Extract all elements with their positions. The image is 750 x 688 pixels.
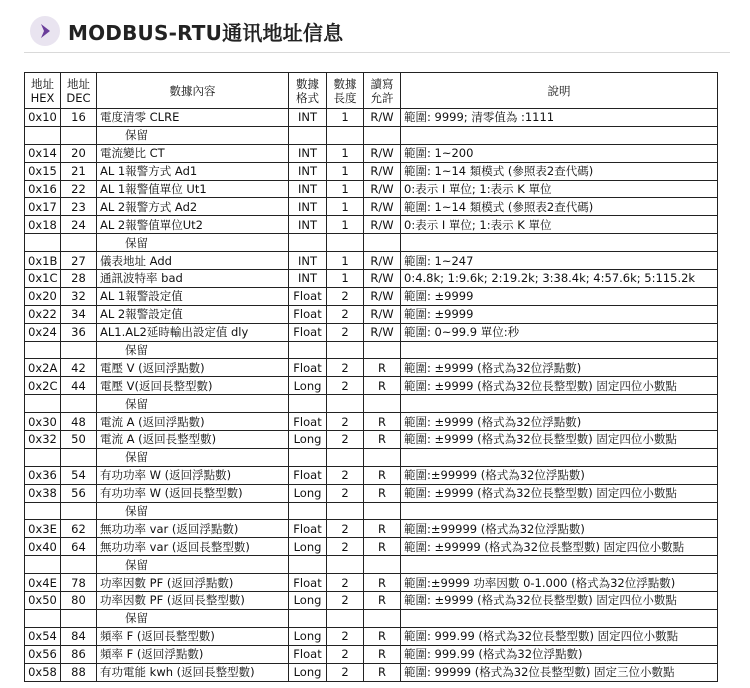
cell-hex: 0x15 <box>25 162 61 180</box>
reserved-row <box>25 234 718 252</box>
cell-format: Float <box>289 466 327 484</box>
header-content: 數據內容 <box>97 73 289 109</box>
cell-format: Long <box>289 592 327 610</box>
cell-dec <box>61 395 97 413</box>
cell-content: 保留 <box>97 126 289 144</box>
cell-content: 電度清零 CLRE <box>97 109 289 127</box>
cell-hex: 0x4E <box>25 574 61 592</box>
cell-hex <box>25 609 61 627</box>
cell-description: 範圍: ±9999 <box>401 305 718 323</box>
cell-content: 保留 <box>97 502 289 520</box>
cell-dec: 56 <box>61 484 97 502</box>
cell-content: 無功功率 var (返回長整型數) <box>97 538 289 556</box>
cell-hex: 0x38 <box>25 484 61 502</box>
table-row <box>25 162 718 180</box>
header-description: 說明 <box>401 73 718 109</box>
cell-content: 功率因數 PF (返回長整型數) <box>97 592 289 610</box>
cell-rw: R/W <box>364 252 401 270</box>
cell-content: 無功功率 var (返回浮點數) <box>97 520 289 538</box>
cell-description: 範圍: ±99999 (格式為32位長整型數) 固定四位小數點 <box>401 538 718 556</box>
reserved-row <box>25 448 718 466</box>
header-rw: 讀寫 允許 <box>364 73 401 109</box>
cell-hex: 0x3E <box>25 520 61 538</box>
cell-description: 範圍: 9999; 清零值為 :1111 <box>401 109 718 127</box>
cell-description: 範圍: 1~14 類模式 (參照表2查代碼) <box>401 162 718 180</box>
cell-hex <box>25 341 61 359</box>
cell-content: 保留 <box>97 395 289 413</box>
cell-content: 頻率 F (返回長整型數) <box>97 627 289 645</box>
cell-rw: R <box>364 592 401 610</box>
cell-hex: 0x2A <box>25 359 61 377</box>
cell-format: INT <box>289 162 327 180</box>
cell-length <box>327 395 364 413</box>
cell-format: INT <box>289 180 327 198</box>
cell-dec <box>61 448 97 466</box>
cell-description: 範圍:±9999 功率因數 0-1.000 (格式為32位浮點數) <box>401 574 718 592</box>
cell-description: 範圍: ±9999 (格式為32位長整型數) 固定四位小數點 <box>401 377 718 395</box>
table-row <box>25 645 718 663</box>
cell-content: 儀表地址 Add <box>97 252 289 270</box>
cell-content: 保留 <box>97 341 289 359</box>
cell-dec: 28 <box>61 270 97 288</box>
reserved-row <box>25 556 718 574</box>
cell-dec: 48 <box>61 413 97 431</box>
cell-format: Float <box>289 323 327 341</box>
cell-hex: 0x56 <box>25 645 61 663</box>
cell-description: 範圍: ±9999 (格式為32位浮點數) <box>401 413 718 431</box>
cell-format: Float <box>289 520 327 538</box>
cell-content: 有功功率 W (返回長整型數) <box>97 484 289 502</box>
cell-content: 有功電能 kwh (返回長整型數) <box>97 663 289 681</box>
cell-length: 2 <box>327 431 364 449</box>
page-title: MODBUS-RTU通讯地址信息 <box>68 20 344 45</box>
reserved-row <box>25 502 718 520</box>
cell-rw: R/W <box>364 109 401 127</box>
cell-dec: 62 <box>61 520 97 538</box>
cell-format: Long <box>289 663 327 681</box>
table-row <box>25 520 718 538</box>
cell-format: Long <box>289 377 327 395</box>
cell-format <box>289 448 327 466</box>
cell-rw: R <box>364 484 401 502</box>
cell-format: INT <box>289 216 327 234</box>
cell-rw <box>364 126 401 144</box>
cell-length: 1 <box>327 198 364 216</box>
cell-length: 2 <box>327 484 364 502</box>
cell-dec: 78 <box>61 574 97 592</box>
cell-description <box>401 395 718 413</box>
cell-format <box>289 609 327 627</box>
cell-description <box>401 234 718 252</box>
cell-format: INT <box>289 109 327 127</box>
table-row <box>25 663 718 681</box>
cell-hex: 0x30 <box>25 413 61 431</box>
reserved-row <box>25 395 718 413</box>
cell-content: AL1.AL2延時輸出設定值 dly <box>97 323 289 341</box>
cell-length: 2 <box>327 466 364 484</box>
cell-content: 頻率 F (返回浮點數) <box>97 645 289 663</box>
cell-length: 1 <box>327 109 364 127</box>
cell-content: AL 2報警值單位Ut2 <box>97 216 289 234</box>
cell-content: AL 2報警設定值 <box>97 305 289 323</box>
cell-dec <box>61 609 97 627</box>
cell-content: 保留 <box>97 556 289 574</box>
cell-rw: R <box>364 359 401 377</box>
table-row <box>25 198 718 216</box>
table-row <box>25 252 718 270</box>
reserved-row <box>25 609 718 627</box>
cell-dec: 21 <box>61 162 97 180</box>
cell-format <box>289 126 327 144</box>
table-row <box>25 359 718 377</box>
cell-description: 範圍: 1~14 類模式 (參照表2查代碼) <box>401 198 718 216</box>
cell-rw: R/W <box>364 323 401 341</box>
cell-hex <box>25 126 61 144</box>
cell-format <box>289 395 327 413</box>
cell-format: Long <box>289 627 327 645</box>
cell-length: 2 <box>327 645 364 663</box>
cell-length: 2 <box>327 305 364 323</box>
table-row <box>25 484 718 502</box>
cell-dec: 44 <box>61 377 97 395</box>
cell-rw <box>364 448 401 466</box>
cell-hex: 0x14 <box>25 144 61 162</box>
cell-rw: R <box>364 413 401 431</box>
cell-format: Float <box>289 287 327 305</box>
cell-hex <box>25 448 61 466</box>
cell-dec: 36 <box>61 323 97 341</box>
cell-length: 2 <box>327 323 364 341</box>
cell-length <box>327 448 364 466</box>
cell-dec: 24 <box>61 216 97 234</box>
cell-rw: R <box>364 538 401 556</box>
cell-description: 0:4.8k; 1:9.6k; 2:19.2k; 3:38.4k; 4:57.6k; 5:115.2k <box>401 270 718 288</box>
cell-length <box>327 609 364 627</box>
cell-description: 範圍: ±9999 (格式為32位長整型數) 固定四位小數點 <box>401 592 718 610</box>
table-row <box>25 305 718 323</box>
cell-format: INT <box>289 270 327 288</box>
cell-description: 範圍: 1~247 <box>401 252 718 270</box>
cell-description: 範圍: ±9999 (格式為32位浮點數) <box>401 359 718 377</box>
cell-description: 範圍: 99999 (格式為32位長整型數) 固定三位小數點 <box>401 663 718 681</box>
cell-format <box>289 234 327 252</box>
cell-content: AL 1報警值單位 Ut1 <box>97 180 289 198</box>
cell-format: Long <box>289 484 327 502</box>
cell-rw: R <box>364 431 401 449</box>
table-row <box>25 377 718 395</box>
cell-description <box>401 502 718 520</box>
cell-dec: 34 <box>61 305 97 323</box>
header-address-hex: 地址 HEX <box>25 73 61 109</box>
cell-dec <box>61 502 97 520</box>
table-row <box>25 287 718 305</box>
cell-content: AL 2報警方式 Ad2 <box>97 198 289 216</box>
cell-dec: 50 <box>61 431 97 449</box>
cell-description <box>401 556 718 574</box>
cell-description: 範圍:±99999 (格式為32位浮點數) <box>401 466 718 484</box>
table-row <box>25 466 718 484</box>
cell-dec: 22 <box>61 180 97 198</box>
cell-format: Float <box>289 413 327 431</box>
cell-length: 2 <box>327 663 364 681</box>
cell-dec: 16 <box>61 109 97 127</box>
table-row <box>25 109 718 127</box>
cell-content: 有功功率 W (返回浮點數) <box>97 466 289 484</box>
cell-hex: 0x36 <box>25 466 61 484</box>
cell-length: 2 <box>327 287 364 305</box>
cell-content: 保留 <box>97 234 289 252</box>
cell-length: 2 <box>327 538 364 556</box>
cell-content: AL 1報警設定值 <box>97 287 289 305</box>
cell-description: 範圍: ±9999 <box>401 287 718 305</box>
cell-description: 0:表示 I 單位; 1:表示 K 單位 <box>401 180 718 198</box>
page-header <box>30 14 343 48</box>
cell-description <box>401 609 718 627</box>
cell-dec: 86 <box>61 645 97 663</box>
cell-rw: R <box>364 466 401 484</box>
cell-rw <box>364 556 401 574</box>
cell-content: AL 1報警方式 Ad1 <box>97 162 289 180</box>
table-row <box>25 431 718 449</box>
cell-hex: 0x50 <box>25 592 61 610</box>
cell-format: INT <box>289 144 327 162</box>
cell-format: Long <box>289 431 327 449</box>
cell-length: 1 <box>327 270 364 288</box>
cell-rw: R/W <box>364 144 401 162</box>
cell-hex: 0x17 <box>25 198 61 216</box>
cell-format: INT <box>289 198 327 216</box>
cell-hex: 0x1B <box>25 252 61 270</box>
cell-hex: 0x20 <box>25 287 61 305</box>
cell-description <box>401 341 718 359</box>
cell-content: 通訊波特率 bad <box>97 270 289 288</box>
cell-rw: R/W <box>364 270 401 288</box>
cell-rw: R/W <box>364 198 401 216</box>
table-row <box>25 180 718 198</box>
cell-content: 保留 <box>97 609 289 627</box>
cell-rw: R/W <box>364 180 401 198</box>
title-divider <box>24 52 730 53</box>
cell-hex: 0x24 <box>25 323 61 341</box>
table-row <box>25 144 718 162</box>
cell-format: Float <box>289 359 327 377</box>
cell-dec: 32 <box>61 287 97 305</box>
cell-description: 範圍:±99999 (格式為32位浮點數) <box>401 520 718 538</box>
cell-rw: R <box>364 574 401 592</box>
table-row <box>25 592 718 610</box>
cell-dec: 80 <box>61 592 97 610</box>
cell-dec: 64 <box>61 538 97 556</box>
cell-description <box>401 448 718 466</box>
cell-length <box>327 341 364 359</box>
cell-rw <box>364 395 401 413</box>
cell-rw: R/W <box>364 216 401 234</box>
table-row <box>25 216 718 234</box>
cell-rw: R <box>364 520 401 538</box>
cell-rw: R/W <box>364 162 401 180</box>
cell-length: 2 <box>327 627 364 645</box>
cell-dec: 54 <box>61 466 97 484</box>
cell-length: 1 <box>327 162 364 180</box>
cell-content: 電壓 V(返回長整型數) <box>97 377 289 395</box>
cell-rw: R <box>364 377 401 395</box>
cell-dec: 42 <box>61 359 97 377</box>
cell-hex: 0x2C <box>25 377 61 395</box>
cell-content: 功率因數 PF (返回浮點數) <box>97 574 289 592</box>
cell-hex: 0x22 <box>25 305 61 323</box>
cell-description: 範圍: 1~200 <box>401 144 718 162</box>
cell-format: Float <box>289 645 327 663</box>
table-row <box>25 627 718 645</box>
cell-hex: 0x32 <box>25 431 61 449</box>
table-row <box>25 574 718 592</box>
cell-length: 1 <box>327 180 364 198</box>
header-length: 數據 長度 <box>327 73 364 109</box>
table-header-row <box>25 73 718 109</box>
cell-hex <box>25 502 61 520</box>
reserved-row <box>25 341 718 359</box>
header-format: 數據 格式 <box>289 73 327 109</box>
cell-hex: 0x58 <box>25 663 61 681</box>
cell-rw: R <box>364 627 401 645</box>
cell-dec: 88 <box>61 663 97 681</box>
cell-rw: R/W <box>364 305 401 323</box>
cell-length <box>327 556 364 574</box>
cell-length: 1 <box>327 252 364 270</box>
cell-hex <box>25 395 61 413</box>
table-row <box>25 538 718 556</box>
cell-rw <box>364 341 401 359</box>
cell-length: 2 <box>327 520 364 538</box>
cell-length: 2 <box>327 359 364 377</box>
cell-description: 範圍: 999.99 (格式為32位浮點數) <box>401 645 718 663</box>
cell-dec: 20 <box>61 144 97 162</box>
cell-dec <box>61 126 97 144</box>
cell-length: 2 <box>327 413 364 431</box>
cell-length <box>327 234 364 252</box>
cell-rw: R <box>364 645 401 663</box>
table-row <box>25 270 718 288</box>
cell-description: 範圍: ±9999 (格式為32位長整型數) 固定四位小數點 <box>401 484 718 502</box>
chevron-right-icon <box>30 16 60 46</box>
cell-length: 2 <box>327 592 364 610</box>
cell-hex: 0x54 <box>25 627 61 645</box>
cell-description: 0:表示 I 單位; 1:表示 K 單位 <box>401 216 718 234</box>
cell-rw <box>364 234 401 252</box>
cell-length: 2 <box>327 377 364 395</box>
cell-hex <box>25 234 61 252</box>
cell-dec: 23 <box>61 198 97 216</box>
cell-hex <box>25 556 61 574</box>
cell-hex: 0x18 <box>25 216 61 234</box>
modbus-address-table <box>24 72 718 682</box>
cell-dec <box>61 556 97 574</box>
cell-content: 電流變比 CT <box>97 144 289 162</box>
cell-format <box>289 556 327 574</box>
header-address-dec: 地址 DEC <box>61 73 97 109</box>
cell-hex: 0x16 <box>25 180 61 198</box>
reserved-row <box>25 126 718 144</box>
cell-dec: 27 <box>61 252 97 270</box>
table-row <box>25 413 718 431</box>
cell-description: 範圍: 999.99 (格式為32位長整型數) 固定四位小數點 <box>401 627 718 645</box>
table-row <box>25 323 718 341</box>
cell-length <box>327 126 364 144</box>
cell-rw <box>364 502 401 520</box>
cell-content: 電壓 V (返回浮點數) <box>97 359 289 377</box>
cell-length: 1 <box>327 216 364 234</box>
cell-format: Long <box>289 538 327 556</box>
cell-rw: R <box>364 663 401 681</box>
cell-dec: 84 <box>61 627 97 645</box>
cell-hex: 0x40 <box>25 538 61 556</box>
cell-length <box>327 502 364 520</box>
cell-content: 電流 A (返回長整型數) <box>97 431 289 449</box>
cell-format: Float <box>289 305 327 323</box>
cell-length: 2 <box>327 574 364 592</box>
cell-format <box>289 502 327 520</box>
cell-dec <box>61 341 97 359</box>
cell-hex: 0x10 <box>25 109 61 127</box>
cell-content: 電流 A (返回浮點數) <box>97 413 289 431</box>
cell-dec <box>61 234 97 252</box>
cell-description: 範圍: ±9999 (格式為32位長整型數) 固定四位小數點 <box>401 431 718 449</box>
cell-rw: R/W <box>364 287 401 305</box>
cell-format: INT <box>289 252 327 270</box>
cell-format: Float <box>289 574 327 592</box>
cell-description: 範圍: 0~99.9 單位:秒 <box>401 323 718 341</box>
cell-content: 保留 <box>97 448 289 466</box>
cell-hex: 0x1C <box>25 270 61 288</box>
cell-rw <box>364 609 401 627</box>
cell-format <box>289 341 327 359</box>
cell-length: 1 <box>327 144 364 162</box>
cell-description <box>401 126 718 144</box>
